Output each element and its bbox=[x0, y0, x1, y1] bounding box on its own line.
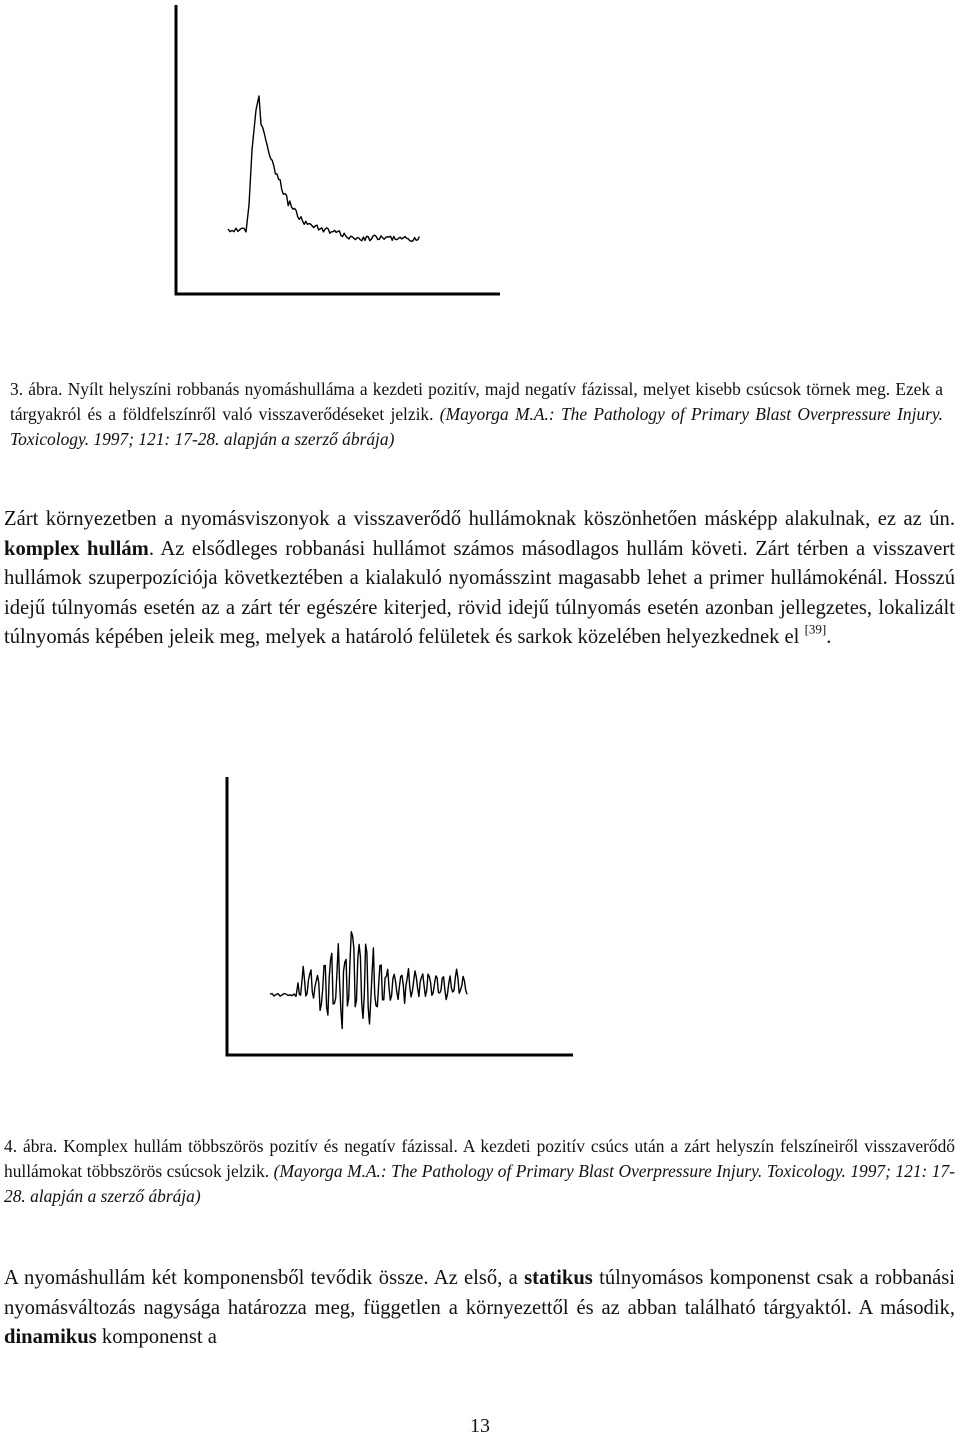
figure-4-caption bbox=[4, 1134, 955, 1209]
figure-4-complex-wave-plot bbox=[227, 777, 573, 1055]
paragraph-1-text-b: . Az elsődleges robbanási hullámot számos másodlagos hullám követi. Zárt térben a visszavert hullámok szuperpozíciója következtében a kialakuló nyomásszint magasabb lehet a primer hullámokénál. Hosszú idejű túlnyomás esetén az a zárt tér egészére kiterjed, rövid idejű túlnyomás esetén azonban jellegzetes, lokalizált túlnyomás képében jeleik meg, melyek a határoló felületek és sarkok közelében helyezkednek el bbox=[4, 537, 955, 648]
figure-3-caption bbox=[10, 377, 943, 452]
figure-4-axes bbox=[227, 777, 573, 1055]
figure-4-caption-reference: (Mayorga M.A.: The Pathology of Primary Blast Overpressure Injury. Toxicology. 1997; 121: 17-28. alapján a szerző ábrája) bbox=[4, 1161, 955, 1206]
figure-3-waveform bbox=[228, 96, 419, 241]
term-dynamic: dinamikus bbox=[4, 1326, 97, 1348]
page-number: 13 bbox=[470, 1415, 490, 1437]
citation-39: [39] bbox=[804, 621, 827, 637]
paragraph-1-text-c: . bbox=[826, 626, 832, 648]
figure-3-caption-text: 3. ábra. Nyílt helyszíni robbanás nyomáshulláma a kezdeti pozitív, majd negatív fázissal, melyet kisebb csúcsok törnek meg. Ezek a tárgyakról és a földfelszínről való visszaverődéseket jelzik. bbox=[10, 379, 943, 424]
paragraph-2-text-a: A nyomáshullám két komponensből tevődik össze. Az első, a bbox=[4, 1267, 518, 1289]
paragraph-2-text-b: túlnyomásos komponenst csak a robbanási nyomásváltozás nagysága határozza meg, független a környezettől és az abban található tárgyaktól. A második, bbox=[4, 1267, 956, 1319]
term-static: statikus bbox=[524, 1267, 593, 1289]
paragraph-complex-wave bbox=[4, 505, 955, 653]
paragraph-wave-components bbox=[4, 1264, 955, 1353]
figure-3-caption-reference: (Mayorga M.A.: The Pathology of Primary Blast Overpressure Injury. Toxicology. 1997; 121: 17-28. alapján a szerző ábrája) bbox=[10, 404, 943, 449]
term-complex-wave: komplex hullám bbox=[4, 537, 149, 560]
figure-4-caption-text: 4. ábra. Komplex hullám többszörös pozitív és negatív fázissal. A kezdeti pozitív csúcs után a zárt helyszín felszíneiről visszaverődő hullámokat többszörös csúcsok jelzik. bbox=[4, 1136, 955, 1181]
figure-3-blast-wave-plot bbox=[176, 5, 500, 294]
figure-3-axes bbox=[176, 5, 500, 294]
paragraph-1-text-a: Zárt környezetben a nyomásviszonyok a visszaverődő hullámoknak köszönhetően másképp alakulnak, ez az ún. bbox=[4, 508, 955, 530]
paragraph-2-text-c: komponenst a bbox=[101, 1326, 217, 1348]
figure-4-waveform bbox=[270, 932, 467, 1029]
